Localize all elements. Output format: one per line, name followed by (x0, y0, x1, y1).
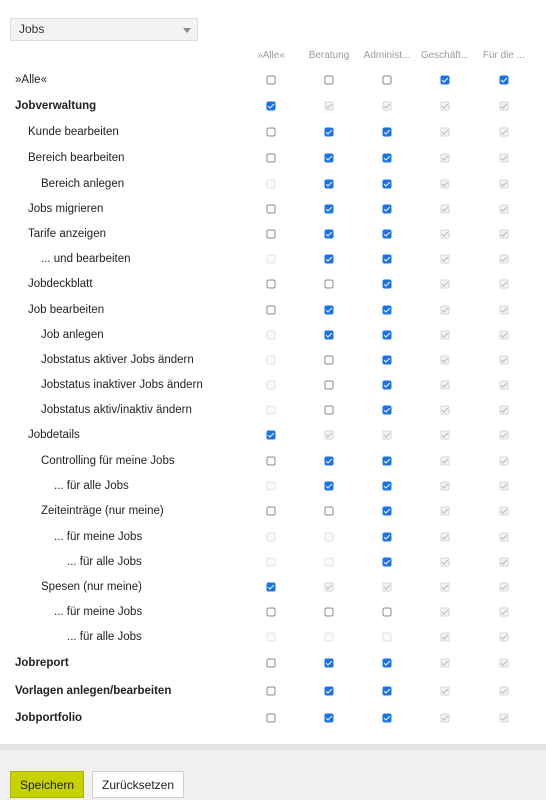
permission-checkbox-alle[interactable] (267, 154, 276, 163)
permission-label: Jobdeckblatt (28, 278, 93, 290)
permission-checkbox-beratung (325, 558, 334, 567)
permission-checkbox-beratung (325, 102, 334, 111)
permission-checkbox-beratung[interactable] (325, 659, 334, 668)
permission-checkbox-geschaeftsfuehrung (441, 154, 450, 163)
permission-checkbox-fuer-die (500, 128, 509, 137)
permission-checkbox-administration (383, 583, 392, 592)
permission-checkbox-fuer-die[interactable] (500, 76, 509, 85)
permission-checkbox-alle[interactable] (267, 306, 276, 315)
permission-label: ... und bearbeiten (41, 253, 131, 265)
permission-checkbox-alle (267, 331, 276, 340)
permission-label: Jobverwaltung (15, 100, 97, 112)
permission-checkbox-beratung[interactable] (325, 205, 334, 214)
permission-checkbox-administration (383, 102, 392, 111)
permission-label: Job anlegen (41, 329, 104, 341)
permission-checkbox-fuer-die (500, 406, 509, 415)
permission-checkbox-fuer-die (500, 154, 509, 163)
permission-checkbox-beratung[interactable] (325, 128, 334, 137)
permission-checkbox-fuer-die (500, 633, 509, 642)
permission-checkbox-fuer-die (500, 306, 509, 315)
permission-checkbox-beratung[interactable] (325, 457, 334, 466)
save-button[interactable]: Speichern (10, 771, 84, 798)
permission-checkbox-administration[interactable] (383, 76, 392, 85)
column-header-alle: »Alle« (257, 50, 285, 61)
permission-checkbox-alle (267, 633, 276, 642)
permission-checkbox-beratung[interactable] (325, 687, 334, 696)
permission-checkbox-beratung (325, 583, 334, 592)
permission-checkbox-fuer-die (500, 659, 509, 668)
permission-checkbox-beratung[interactable] (325, 381, 334, 390)
permission-checkbox-administration[interactable] (383, 205, 392, 214)
chevron-down-icon (183, 28, 191, 33)
permission-checkbox-fuer-die (500, 714, 509, 723)
permission-checkbox-alle (267, 533, 276, 542)
permission-checkbox-fuer-die (500, 381, 509, 390)
permission-label: Jobstatus aktiv/inaktiv ändern (41, 404, 192, 416)
permission-checkbox-geschaeftsfuehrung (441, 102, 450, 111)
footer-bar (0, 744, 546, 800)
permission-checkbox-beratung[interactable] (325, 482, 334, 491)
permission-checkbox-geschaeftsfuehrung (441, 457, 450, 466)
permission-checkbox-administration (383, 633, 392, 642)
permission-checkbox-fuer-die (500, 608, 509, 617)
permission-checkbox-geschaeftsfuehrung (441, 687, 450, 696)
permission-checkbox-alle (267, 180, 276, 189)
permission-checkbox-fuer-die (500, 280, 509, 289)
permission-checkbox-beratung[interactable] (325, 255, 334, 264)
permission-checkbox-alle[interactable] (267, 431, 276, 440)
permission-checkbox-beratung (325, 633, 334, 642)
permission-checkbox-fuer-die (500, 255, 509, 264)
permission-checkbox-fuer-die (500, 205, 509, 214)
permission-checkbox-geschaeftsfuehrung (441, 482, 450, 491)
permission-checkbox-fuer-die (500, 507, 509, 516)
permission-checkbox-beratung (325, 431, 334, 440)
permission-checkbox-administration[interactable] (383, 356, 392, 365)
permission-checkbox-beratung[interactable] (325, 306, 334, 315)
permission-label: ... für meine Jobs (54, 531, 143, 543)
permission-label: Jobstatus inaktiver Jobs ändern (41, 379, 203, 391)
reset-button[interactable]: Zurücksetzen (92, 771, 184, 798)
permission-checkbox-geschaeftsfuehrung (441, 356, 450, 365)
permission-checkbox-geschaeftsfuehrung (441, 128, 450, 137)
permission-label: Jobreport (15, 657, 69, 669)
permission-checkbox-beratung[interactable] (325, 331, 334, 340)
permission-checkbox-fuer-die (500, 583, 509, 592)
permission-checkbox-administration[interactable] (383, 608, 392, 617)
category-select[interactable] (10, 18, 198, 41)
permission-label: ... für alle Jobs (67, 556, 142, 568)
column-header-geschaeftsfuehrung: Geschäft... (420, 50, 470, 61)
permission-checkbox-administration[interactable] (383, 255, 392, 264)
column-header-beratung: Beratung (308, 50, 350, 61)
permission-checkbox-fuer-die (500, 457, 509, 466)
permission-label: Vorlagen anlegen/bearbeiten (15, 685, 172, 697)
permission-checkbox-fuer-die (500, 687, 509, 696)
permission-checkbox-geschaeftsfuehrung (441, 431, 450, 440)
permission-label: Jobportfolio (15, 712, 83, 724)
permission-checkbox-administration[interactable] (383, 180, 392, 189)
permission-checkbox-geschaeftsfuehrung (441, 608, 450, 617)
permission-checkbox-administration[interactable] (383, 306, 392, 315)
permission-checkbox-fuer-die (500, 533, 509, 542)
permission-checkbox-geschaeftsfuehrung[interactable] (441, 76, 450, 85)
permission-checkbox-alle[interactable] (267, 128, 276, 137)
permission-checkbox-geschaeftsfuehrung (441, 205, 450, 214)
permission-checkbox-geschaeftsfuehrung (441, 507, 450, 516)
permission-checkbox-administration[interactable] (383, 128, 392, 137)
permission-checkbox-administration[interactable] (383, 230, 392, 239)
permission-checkbox-fuer-die (500, 180, 509, 189)
permission-label: Jobdetails (28, 429, 80, 441)
permission-checkbox-alle (267, 381, 276, 390)
permission-checkbox-geschaeftsfuehrung (441, 230, 450, 239)
permission-checkbox-beratung[interactable] (325, 507, 334, 516)
permission-checkbox-geschaeftsfuehrung (441, 406, 450, 415)
permission-checkbox-fuer-die (500, 230, 509, 239)
permission-checkbox-administration[interactable] (383, 507, 392, 516)
permission-checkbox-beratung (325, 533, 334, 542)
permission-checkbox-fuer-die (500, 331, 509, 340)
permission-label: Bereich bearbeiten (28, 152, 125, 164)
permission-checkbox-geschaeftsfuehrung (441, 558, 450, 567)
permission-checkbox-administration[interactable] (383, 406, 392, 415)
permission-checkbox-geschaeftsfuehrung (441, 255, 450, 264)
permission-checkbox-alle[interactable] (267, 205, 276, 214)
permission-checkbox-alle (267, 406, 276, 415)
permission-checkbox-geschaeftsfuehrung (441, 180, 450, 189)
permission-checkbox-alle[interactable] (267, 507, 276, 516)
permission-checkbox-administration[interactable] (383, 558, 392, 567)
permission-checkbox-geschaeftsfuehrung (441, 583, 450, 592)
permission-checkbox-administration[interactable] (383, 154, 392, 163)
permission-label: Tarife anzeigen (28, 228, 106, 240)
permission-checkbox-administration[interactable] (383, 280, 392, 289)
permission-checkbox-beratung[interactable] (325, 154, 334, 163)
permission-label: »Alle« (15, 74, 47, 86)
permission-checkbox-alle[interactable] (267, 76, 276, 85)
permission-checkbox-fuer-die (500, 102, 509, 111)
permission-checkbox-beratung[interactable] (325, 180, 334, 189)
permission-checkbox-alle (267, 482, 276, 491)
column-header-administration: Administ... (363, 50, 411, 61)
permission-checkbox-alle (267, 558, 276, 567)
category-select-value: Jobs (19, 22, 45, 36)
permission-label: Jobs migrieren (28, 203, 104, 215)
permission-label: Zeiteinträge (nur meine) (41, 505, 164, 517)
permission-checkbox-administration[interactable] (383, 687, 392, 696)
permission-checkbox-beratung[interactable] (325, 280, 334, 289)
permission-checkbox-alle (267, 356, 276, 365)
column-header-fuer-die: Für die ... (482, 50, 526, 61)
permission-checkbox-geschaeftsfuehrung (441, 714, 450, 723)
permission-label: Bereich anlegen (41, 178, 125, 190)
permission-checkbox-beratung[interactable] (325, 356, 334, 365)
permission-label: Jobstatus aktiver Jobs ändern (41, 354, 194, 366)
permission-checkbox-administration[interactable] (383, 381, 392, 390)
permission-checkbox-administration[interactable] (383, 533, 392, 542)
permission-checkbox-alle[interactable] (267, 230, 276, 239)
permission-checkbox-alle[interactable] (267, 583, 276, 592)
permission-checkbox-administration (383, 431, 392, 440)
permission-checkbox-geschaeftsfuehrung (441, 381, 450, 390)
permission-checkbox-fuer-die (500, 356, 509, 365)
permission-checkbox-alle[interactable] (267, 687, 276, 696)
permission-label: ... für alle Jobs (54, 480, 129, 492)
permission-checkbox-alle[interactable] (267, 608, 276, 617)
permission-checkbox-administration[interactable] (383, 482, 392, 491)
permission-label: ... für alle Jobs (67, 631, 142, 643)
permission-checkbox-alle[interactable] (267, 280, 276, 289)
permission-checkbox-beratung[interactable] (325, 714, 334, 723)
permission-checkbox-geschaeftsfuehrung (441, 533, 450, 542)
permission-checkbox-geschaeftsfuehrung (441, 306, 450, 315)
permission-checkbox-beratung[interactable] (325, 608, 334, 617)
permission-checkbox-beratung[interactable] (325, 230, 334, 239)
permission-checkbox-fuer-die (500, 431, 509, 440)
permission-label: Spesen (nur meine) (41, 581, 142, 593)
permission-checkbox-fuer-die (500, 558, 509, 567)
permission-label: Kunde bearbeiten (28, 126, 119, 138)
permission-checkbox-administration[interactable] (383, 714, 392, 723)
permission-checkbox-administration[interactable] (383, 457, 392, 466)
permission-checkbox-alle[interactable] (267, 659, 276, 668)
permission-checkbox-beratung[interactable] (325, 76, 334, 85)
permission-checkbox-geschaeftsfuehrung (441, 331, 450, 340)
permission-checkbox-beratung[interactable] (325, 406, 334, 415)
permission-label: Job bearbeiten (28, 304, 105, 316)
permission-checkbox-alle (267, 255, 276, 264)
permission-checkbox-alle[interactable] (267, 102, 276, 111)
permission-checkbox-geschaeftsfuehrung (441, 633, 450, 642)
permission-checkbox-geschaeftsfuehrung (441, 280, 450, 289)
permission-checkbox-geschaeftsfuehrung (441, 659, 450, 668)
permission-label: ... für meine Jobs (54, 606, 143, 618)
permission-checkbox-administration[interactable] (383, 659, 392, 668)
permission-checkbox-alle[interactable] (267, 457, 276, 466)
permission-label: Controlling für meine Jobs (41, 455, 175, 467)
permission-checkbox-administration[interactable] (383, 331, 392, 340)
permission-checkbox-alle[interactable] (267, 714, 276, 723)
permission-checkbox-fuer-die (500, 482, 509, 491)
